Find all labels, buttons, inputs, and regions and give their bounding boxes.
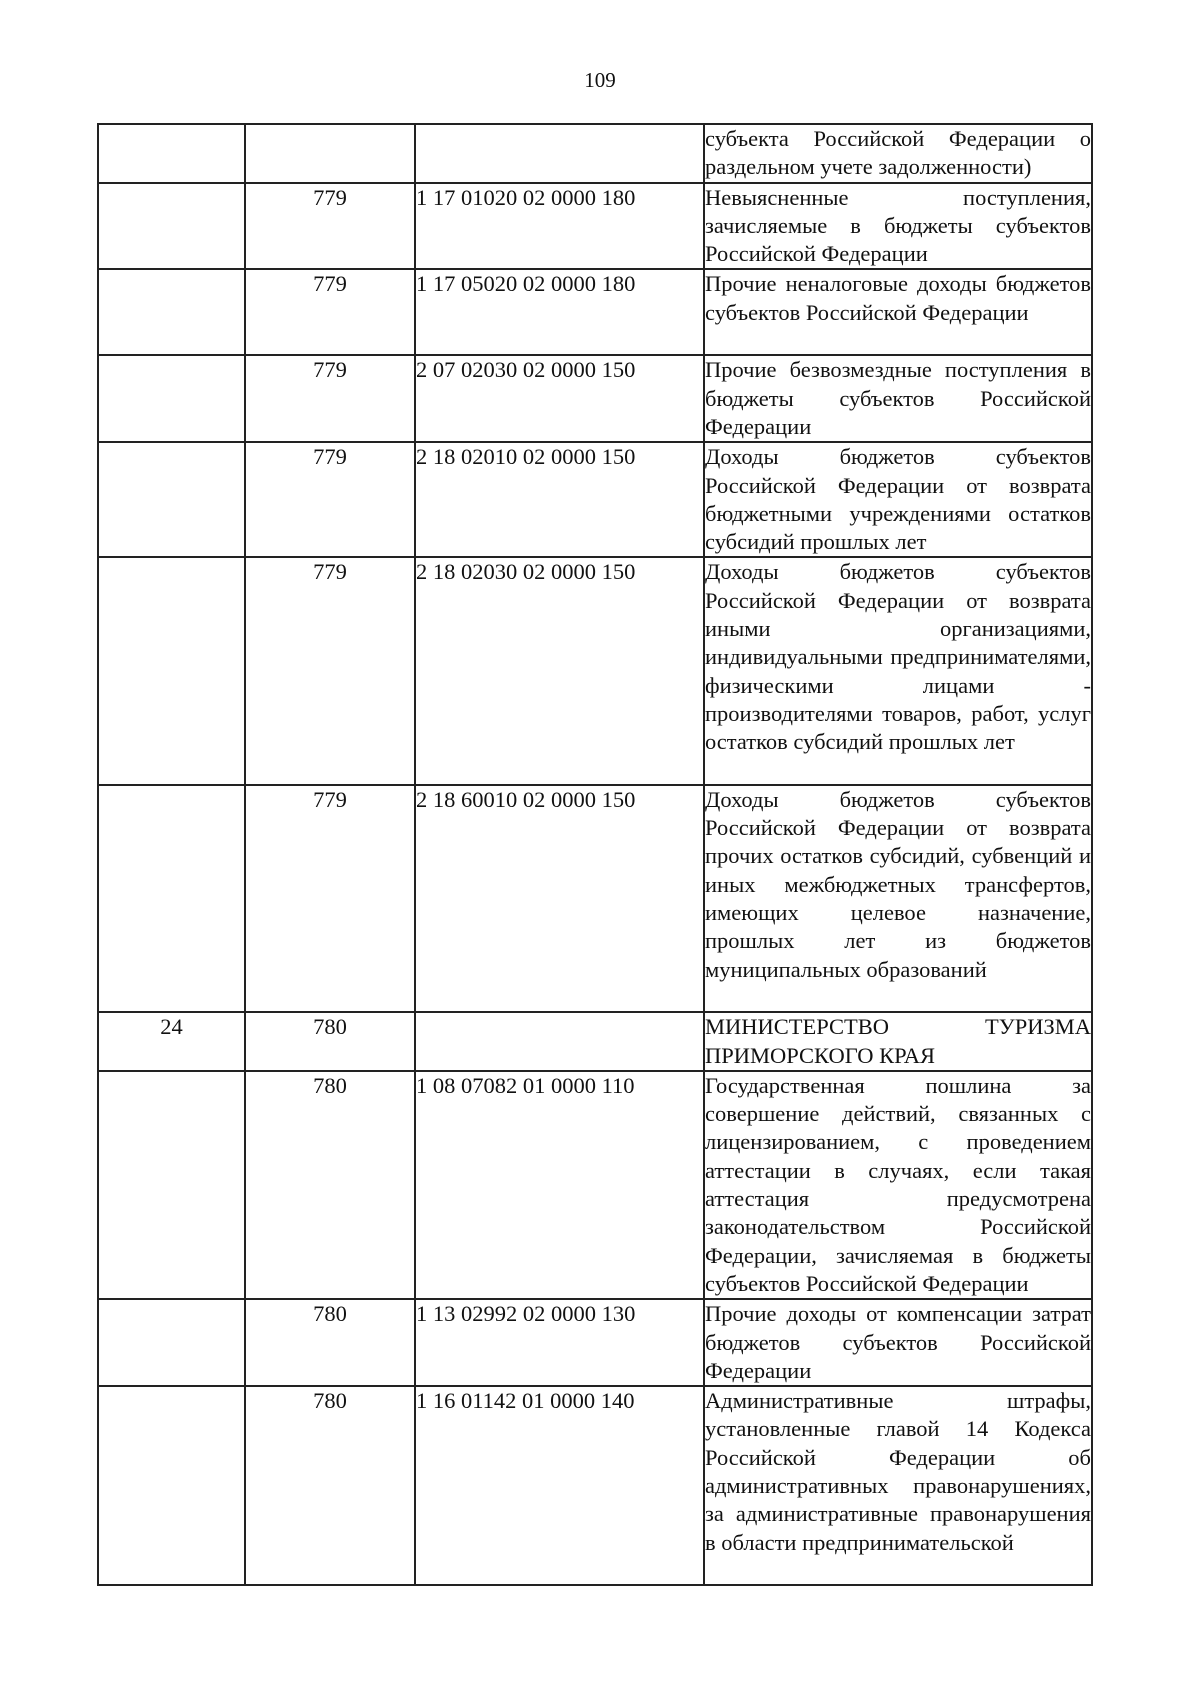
admin-code-cell: 780 bbox=[245, 1386, 415, 1585]
revenue-name-cell: Государственная пошлина за совершение действий, связанных с лицензированием, с проведением аттестации в случаях, если такая аттестация предусмотрена законодательством Российской Федерации, зачисляемая в бюджеты субъектов Российской Федерации bbox=[704, 1071, 1092, 1299]
table-row bbox=[98, 1299, 1092, 1386]
revenue-name-cell: субъекта Российской Федерации о раздельном учете задолженности) bbox=[704, 124, 1092, 183]
admin-code-cell: 779 bbox=[245, 355, 415, 442]
row-number-cell bbox=[98, 1299, 245, 1386]
budget-code-cell: 1 13 02992 02 0000 130 bbox=[415, 1299, 704, 1386]
table-row bbox=[98, 557, 1092, 784]
admin-code-cell: 779 bbox=[245, 183, 415, 270]
revenue-name-cell: Прочие неналоговые доходы бюджетов субъектов Российской Федерации bbox=[704, 269, 1092, 355]
table-row bbox=[98, 1012, 1092, 1071]
budget-code-cell: 1 17 05020 02 0000 180 bbox=[415, 269, 704, 355]
admin-code-cell: 780 bbox=[245, 1071, 415, 1299]
page-number: 109 bbox=[584, 68, 616, 92]
budget-code-cell: 2 18 02030 02 0000 150 bbox=[415, 557, 704, 784]
admin-code-cell: 779 bbox=[245, 557, 415, 784]
table-row bbox=[98, 1071, 1092, 1299]
table-row bbox=[98, 124, 1092, 183]
admin-code-cell bbox=[245, 124, 415, 183]
budget-code-cell bbox=[415, 1012, 704, 1071]
row-number-cell bbox=[98, 183, 245, 270]
row-number-cell bbox=[98, 1386, 245, 1585]
row-number-cell: 24 bbox=[98, 1012, 245, 1071]
table-row bbox=[98, 183, 1092, 270]
budget-code-cell bbox=[415, 124, 704, 183]
row-number-cell bbox=[98, 557, 245, 784]
table-row bbox=[98, 442, 1092, 557]
revenue-name-cell: Доходы бюджетов субъектов Российской Федерации от возврата бюджетными учреждениями остатков субсидий прошлых лет bbox=[704, 442, 1092, 557]
revenue-name-cell: Административные штрафы, установленные главой 14 Кодекса Российской Федерации об административных правонарушениях, за административные правонарушения в области предпринимательской bbox=[704, 1386, 1092, 1585]
budget-code-cell: 1 17 01020 02 0000 180 bbox=[415, 183, 704, 270]
budget-code-cell: 2 18 02010 02 0000 150 bbox=[415, 442, 704, 557]
row-number-cell bbox=[98, 269, 245, 355]
admin-code-cell: 780 bbox=[245, 1299, 415, 1386]
revenue-name-cell: Прочие доходы от компенсации затрат бюджетов субъектов Российской Федерации bbox=[704, 1299, 1092, 1386]
budget-code-cell: 2 07 02030 02 0000 150 bbox=[415, 355, 704, 442]
revenue-name-cell: Доходы бюджетов субъектов Российской Федерации от возврата иными организациями, индивидуальными предпринимателями, физическими лицами - производителями товаров, работ, услуг остатков субсидий прошлых лет bbox=[704, 557, 1092, 784]
admin-code-cell: 779 bbox=[245, 269, 415, 355]
row-number-cell bbox=[98, 785, 245, 1012]
budget-code-cell: 2 18 60010 02 0000 150 bbox=[415, 785, 704, 1012]
admin-code-cell: 779 bbox=[245, 785, 415, 1012]
table-row bbox=[98, 1386, 1092, 1585]
revenue-name-cell: МИНИСТЕРСТВО ТУРИЗМА ПРИМОРСКОГО КРАЯ bbox=[704, 1012, 1092, 1071]
budget-code-cell: 1 08 07082 01 0000 110 bbox=[415, 1071, 704, 1299]
table-row bbox=[98, 785, 1092, 1012]
admin-code-cell: 779 bbox=[245, 442, 415, 557]
budget-code-cell: 1 16 01142 01 0000 140 bbox=[415, 1386, 704, 1585]
admin-code-cell: 780 bbox=[245, 1012, 415, 1071]
table-row bbox=[98, 269, 1092, 355]
revenue-codes-table bbox=[97, 123, 1093, 1586]
revenue-name-cell: Прочие безвозмездные поступления в бюджеты субъектов Российской Федерации bbox=[704, 355, 1092, 442]
revenue-name-cell: Доходы бюджетов субъектов Российской Федерации от возврата прочих остатков субсидий, субвенций и иных межбюджетных трансфертов, имеющих целевое назначение, прошлых лет из бюджетов муниципальных образований bbox=[704, 785, 1092, 1012]
row-number-cell bbox=[98, 442, 245, 557]
revenue-name-cell: Невыясненные поступления, зачисляемые в бюджеты субъектов Российской Федерации bbox=[704, 183, 1092, 270]
row-number-cell bbox=[98, 1071, 245, 1299]
row-number-cell bbox=[98, 124, 245, 183]
table-row bbox=[98, 355, 1092, 442]
row-number-cell bbox=[98, 355, 245, 442]
